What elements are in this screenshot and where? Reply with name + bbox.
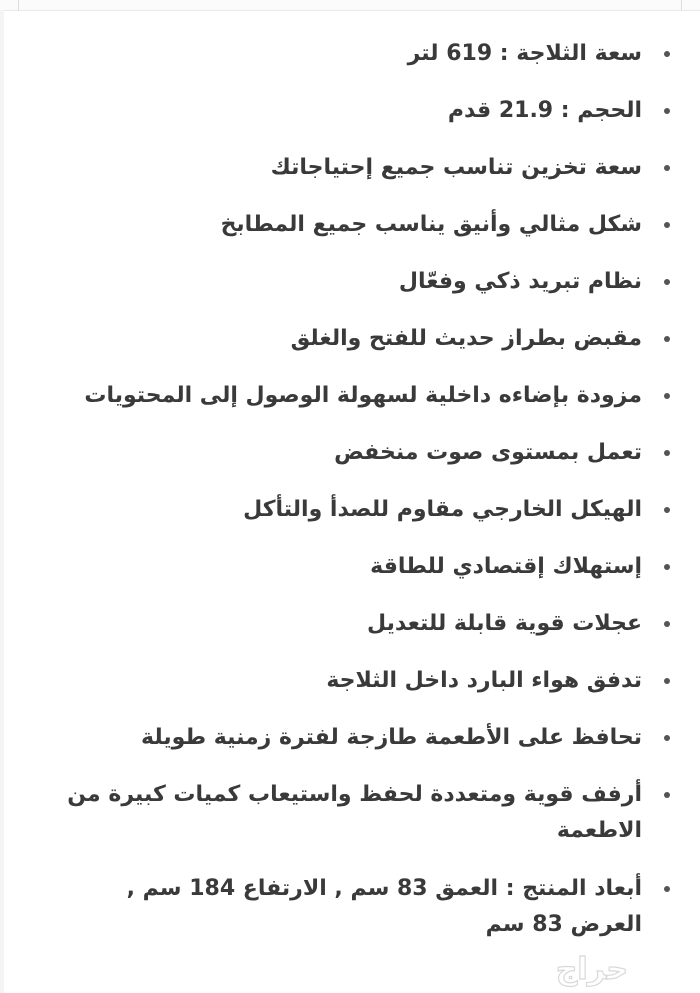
spec-text: أرفف قوية ومتعددة لحفظ واستيعاب كميات كبيرة من الاطعمة xyxy=(67,782,642,843)
list-item xyxy=(60,777,670,849)
spec-text: شكل مثالي وأنيق يناسب جميع المطابخ xyxy=(220,212,642,237)
spec-text: تعمل بمستوى صوت منخفض xyxy=(334,440,642,465)
bullet-icon xyxy=(664,222,670,228)
spec-text: سعة الثلاجة : 619 لتر xyxy=(407,41,642,66)
list-item xyxy=(60,435,670,471)
bullet-icon xyxy=(664,450,670,456)
bullet-icon xyxy=(664,621,670,627)
bullet-icon xyxy=(664,279,670,285)
spec-text: الحجم : 21.9 قدم xyxy=(447,98,642,123)
bullet-icon xyxy=(664,886,670,892)
list-item xyxy=(60,378,670,414)
list-item xyxy=(60,207,670,243)
bullet-icon xyxy=(664,108,670,114)
bullet-icon xyxy=(664,792,670,798)
list-item xyxy=(60,264,670,300)
spec-text: مزودة بإضاءه داخلية لسهولة الوصول إلى المحتويات xyxy=(84,383,642,408)
top-right-corner xyxy=(681,0,700,10)
list-item xyxy=(60,36,670,72)
list-item xyxy=(60,150,670,186)
spec-text: تدفق هواء البارد داخل الثلاجة xyxy=(326,668,642,693)
spec-text: نظام تبريد ذكي وفعّال xyxy=(398,269,642,294)
list-item xyxy=(60,720,670,756)
list-item xyxy=(60,93,670,129)
list-item xyxy=(60,606,670,642)
spec-text: عجلات قوية قابلة للتعديل xyxy=(367,611,642,636)
bullet-icon xyxy=(664,336,670,342)
top-left-corner xyxy=(0,0,19,10)
spec-text: تحافظ على الأطعمة طازجة لفترة زمنية طويلة xyxy=(141,725,642,750)
bullet-icon xyxy=(664,507,670,513)
bullet-icon xyxy=(664,564,670,570)
bullet-icon xyxy=(664,678,670,684)
bullet-icon xyxy=(664,51,670,57)
list-item xyxy=(60,871,670,943)
list-item xyxy=(60,549,670,585)
list-item xyxy=(60,492,670,528)
left-edge xyxy=(0,10,4,993)
spec-text: الهيكل الخارجي مقاوم للصدأ والتأكل xyxy=(243,497,642,522)
bullet-icon xyxy=(664,735,670,741)
watermark-logo: حراج xyxy=(555,952,628,987)
spec-text: أبعاد المنتج : العمق 83 سم , الارتفاع 184 سم , العرض 83 سم xyxy=(126,876,642,937)
list-item xyxy=(60,321,670,357)
bullet-icon xyxy=(664,393,670,399)
list-item xyxy=(60,663,670,699)
top-edge xyxy=(0,0,700,11)
bullet-icon xyxy=(664,165,670,171)
spec-text: إستهلاك إقتصادي للطاقة xyxy=(370,554,642,579)
spec-list xyxy=(60,36,670,965)
spec-text: سعة تخزين تناسب جميع إحتياجاتك xyxy=(270,155,642,180)
spec-text: مقبض بطراز حديث للفتح والغلق xyxy=(290,326,642,351)
